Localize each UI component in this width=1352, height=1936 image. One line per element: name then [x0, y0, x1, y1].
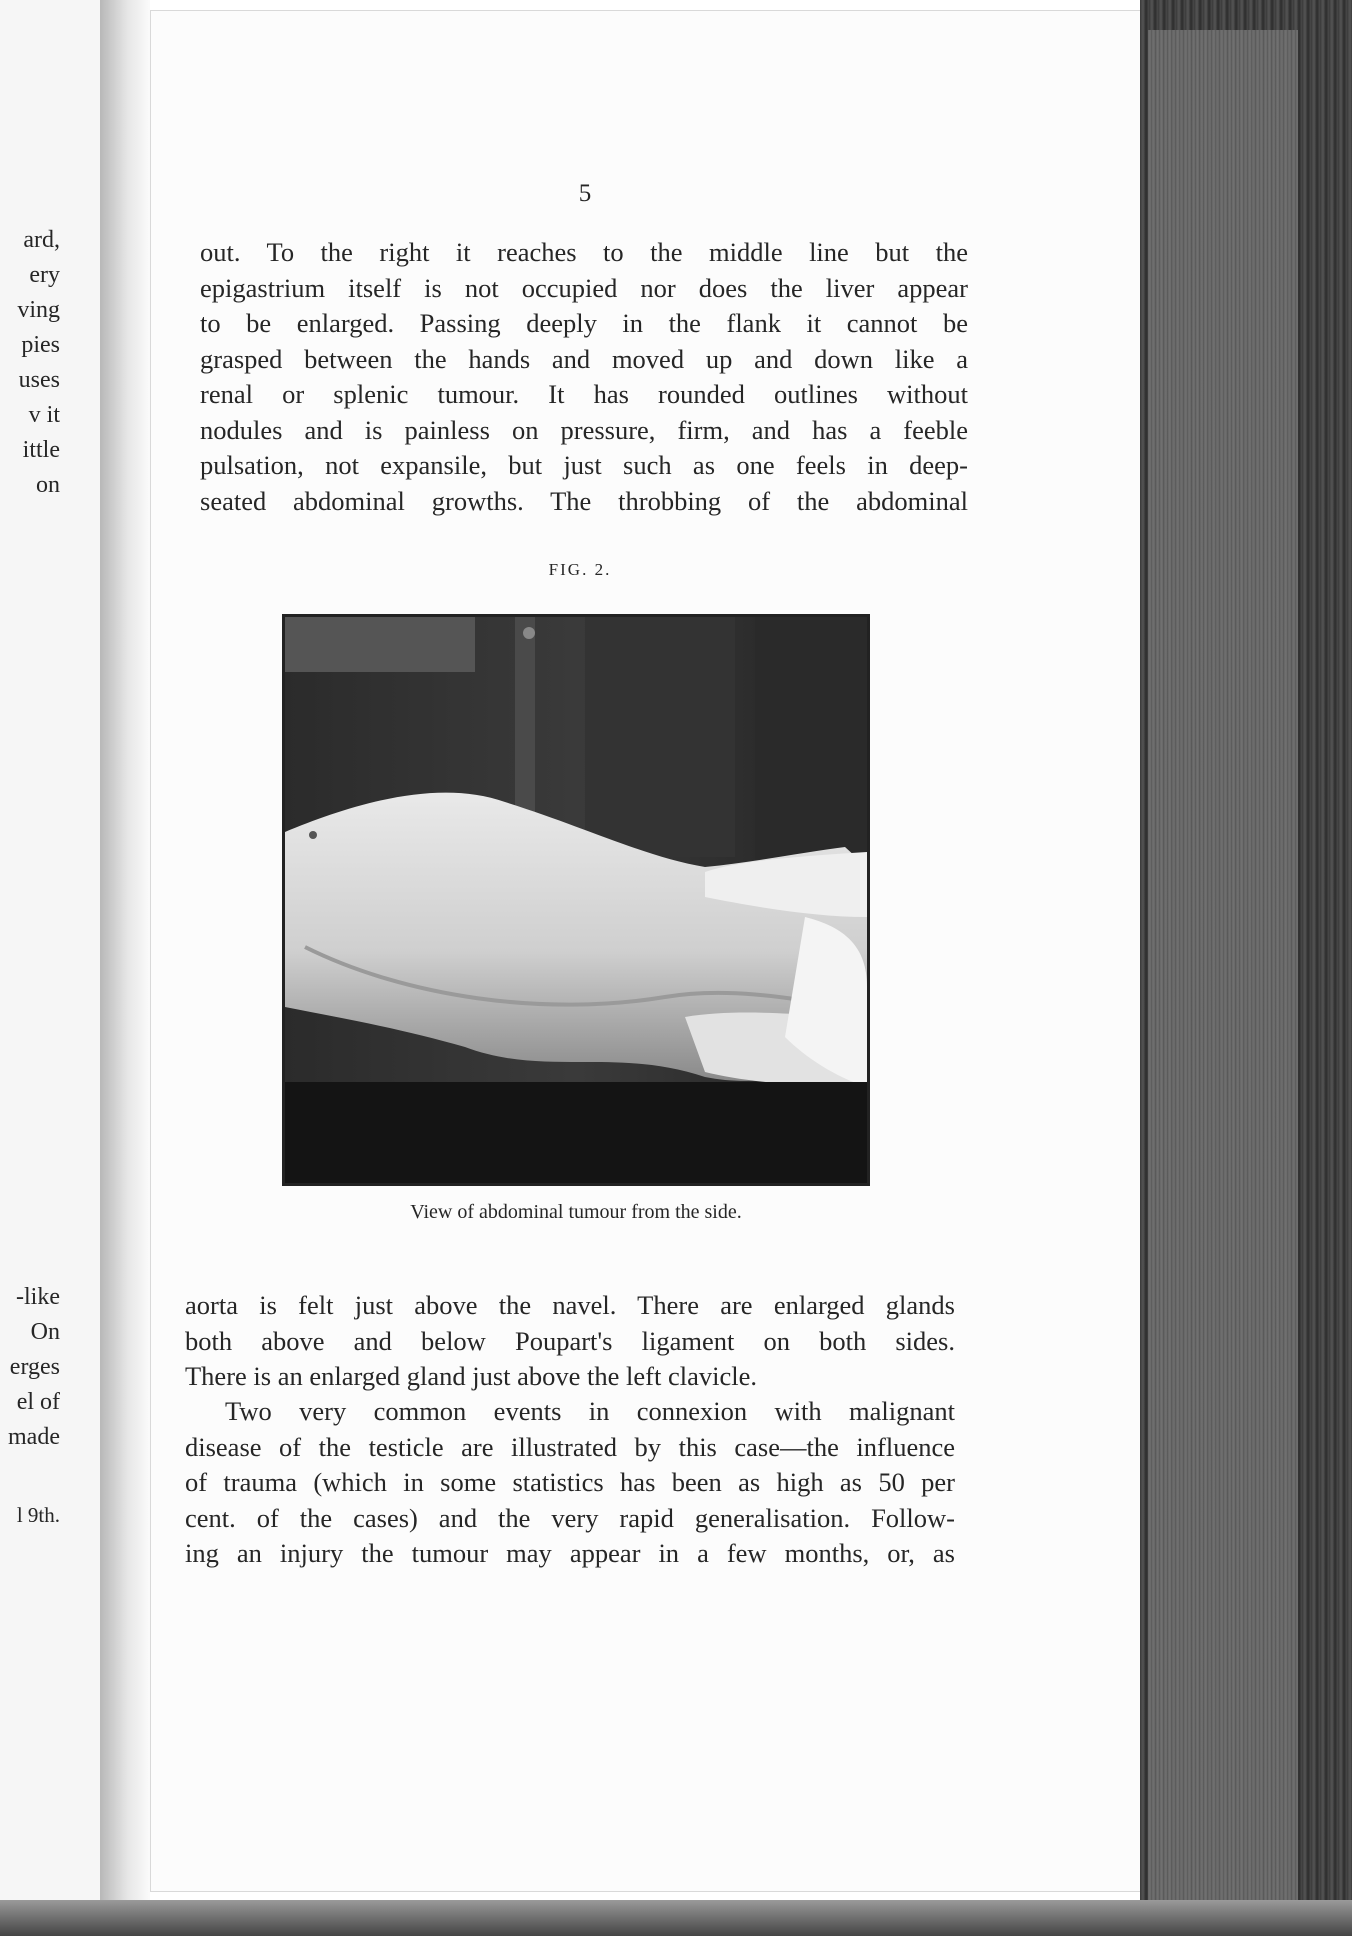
left-page-fragment: ittle — [22, 437, 60, 463]
left-page-fragment: erges — [9, 1354, 60, 1380]
text-line: out. To the right it reaches to the middle line but the — [200, 237, 968, 267]
page-number: 5 — [578, 180, 592, 207]
text-line: Two very common events in connexion with malignant — [225, 1396, 955, 1426]
text-line: renal or splenic tumour. It has rounded outlines without — [200, 379, 968, 409]
book-edge-pages — [1148, 30, 1298, 1910]
book-gutter — [100, 0, 150, 1936]
figure-caption: View of abdominal tumour from the side. — [410, 1201, 742, 1223]
left-page-fragment: el of — [16, 1389, 60, 1415]
paragraph-1 — [200, 235, 968, 519]
text-line: nodules and is painless on pressure, firm, and has a feeble — [200, 414, 968, 445]
book-bottom-shadow — [0, 1900, 1352, 1936]
paragraph-3 — [185, 1394, 955, 1572]
left-page-fragment: ery — [29, 262, 60, 288]
left-page — [0, 0, 102, 1936]
left-page-fragment: ard, — [23, 227, 60, 253]
left-page-fragment: made — [8, 1424, 60, 1450]
text-line: grasped between the hands and moved up and down like a — [200, 343, 968, 374]
text-line: cent. of the cases) and the very rapid generalisation. Follow- — [185, 1502, 955, 1533]
photo-illustration — [285, 617, 867, 1183]
figure-label: FIG. 2. — [548, 560, 612, 579]
left-page-fragment: -like — [16, 1284, 60, 1310]
left-page-fragment: On — [30, 1319, 60, 1345]
paragraph-2 — [185, 1288, 955, 1395]
figure-photo — [282, 614, 870, 1186]
text-line: seated abdominal growths. The throbbing of the abdominal — [200, 485, 968, 516]
text-line: ing an injury the tumour may appear in a few months, or, as — [185, 1538, 955, 1568]
left-page-fragment: pies — [21, 332, 60, 358]
left-page-fragment: on — [36, 472, 60, 498]
text-line: of trauma (which in some statistics has been as high as 50 per — [185, 1467, 955, 1497]
text-line: pulsation, not expansile, but just such as one feels in deep- — [200, 450, 968, 480]
left-page-fragment: uses — [18, 367, 60, 393]
left-page-fragment: v it — [28, 402, 60, 428]
left-page-fragment: ving — [17, 297, 60, 323]
text-line: epigastrium itself is not occupied nor does the liver appear — [200, 272, 968, 303]
text-line: both above and below Poupart's ligament on both sides. — [185, 1325, 955, 1356]
text-line: There is an enlarged gland just above the left clavicle. — [185, 1361, 757, 1391]
text-line: to be enlarged. Passing deeply in the flank it cannot be — [200, 308, 968, 338]
text-line: aorta is felt just above the navel. There are enlarged glands — [185, 1290, 955, 1320]
left-page-fragment: l 9th. — [16, 1503, 60, 1527]
text-line: disease of the testicle are illustrated by this case—the influence — [185, 1431, 955, 1462]
